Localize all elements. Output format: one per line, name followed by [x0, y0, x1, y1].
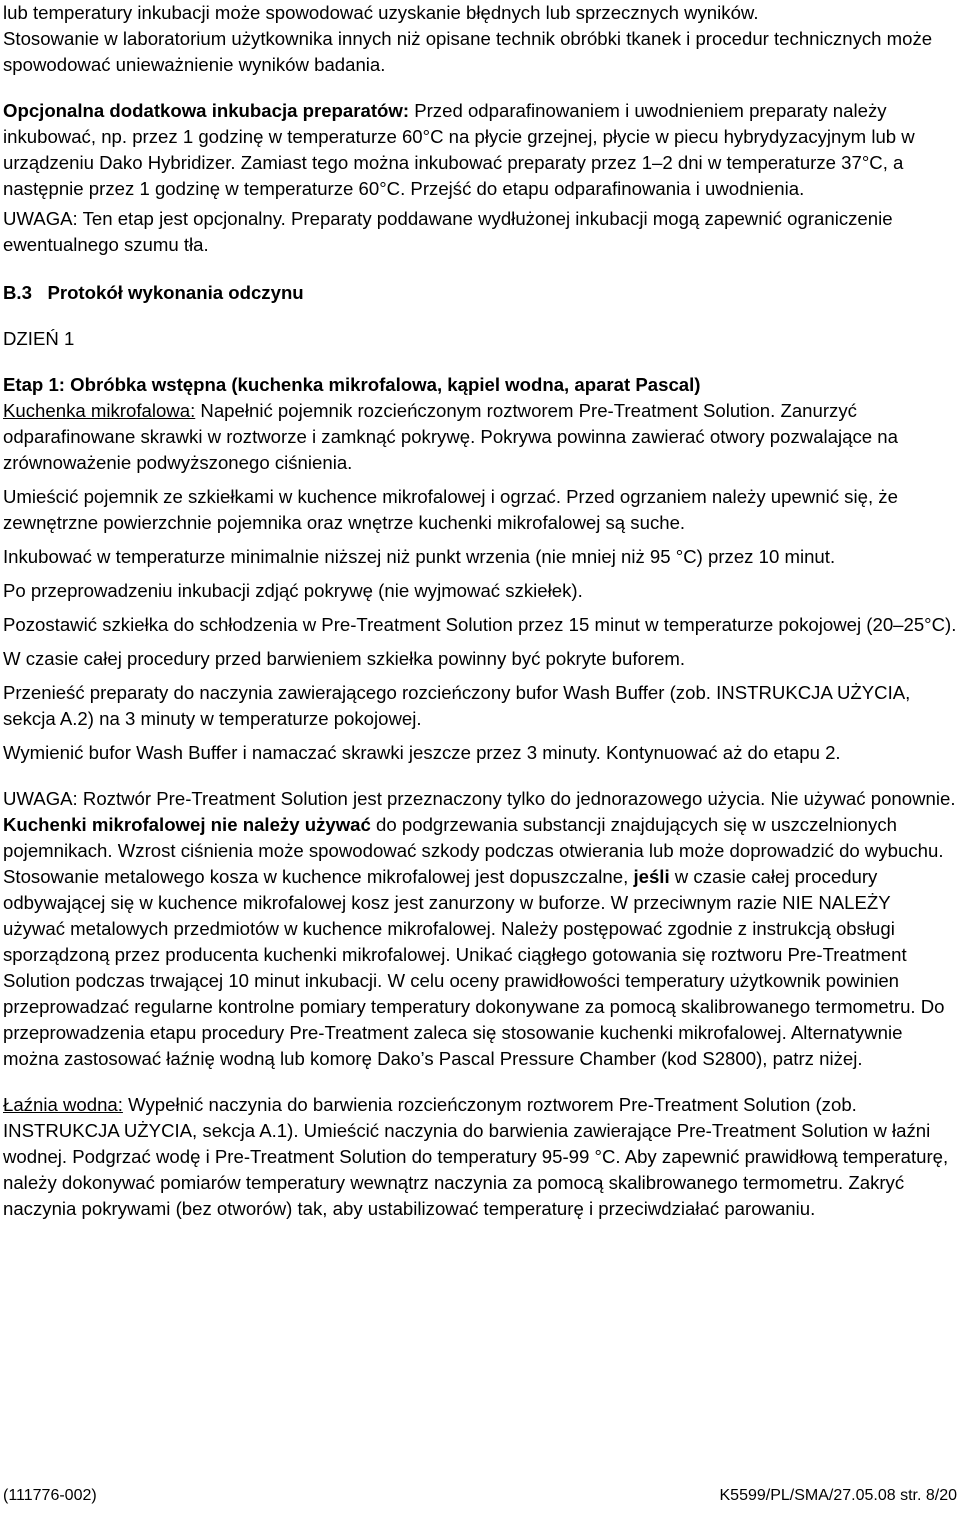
- microwave-paragraph-5: Pozostawić szkiełka do schłodzenia w Pre-Treatment Solution przez 15 minut w temperaturze pokojowej (20–25°C).: [3, 614, 957, 635]
- warning-label: UWAGA:: [3, 788, 78, 809]
- optional-note-text: Ten etap jest opcjonalny. Preparaty poddawane wydłużonej inkubacji mogą zapewnić ograniczenie ewentualnego szumu tła.: [3, 208, 893, 255]
- day-heading: DZIEŃ 1: [3, 328, 75, 349]
- document-page: [3, 0, 957, 1222]
- optional-incubation-paragraph: [3, 98, 957, 202]
- microwave-text-1: Napełnić pojemnik rozcieńczonym roztworem Pre-Treatment Solution. Zanurzyć odparafinowane skrawki w roztworze i zamknąć pokrywę. Pokrywa powinna zawierać otwory pozwalające na zrównoważenie podwyższonego ciśnienia.: [3, 400, 898, 473]
- warning-bold-2: jeśli: [633, 866, 670, 887]
- optional-incubation-text: Przed odparafinowaniem i uwodnieniem preparaty należy inkubować, np. przez 1 godzinę w temperaturze 60°C na płycie grzejnej, płycie w piecu hybrydyzacyjnym lub w urządzeniu Dako Hybridizer. Zamiast tego można inkubować preparaty przez 1–2 dni w temperaturze 37°C, a następnie przez 1 godzinę w temperaturze 60°C. Przejść do etapu odparafinowania i uwodnienia.: [3, 100, 915, 199]
- optional-note-paragraph: [3, 206, 957, 258]
- section-number: B.3: [3, 282, 32, 303]
- microwave-paragraph-8: Wymienić bufor Wash Buffer i namaczać skrawki jeszcze przez 3 minuty. Kontynuować aż do etapu 2.: [3, 742, 841, 763]
- warning-bold-1: Kuchenki mikrofalowej nie należy używać: [3, 814, 371, 835]
- step-heading: Etap 1: Obróbka wstępna (kuchenka mikrofalowa, kąpiel wodna, aparat Pascal): [3, 374, 701, 395]
- warning-text-1: Roztwór Pre-Treatment Solution jest przeznaczony tylko do jednorazowego użycia. Nie używać ponownie.: [77, 788, 956, 809]
- microwave-label: Kuchenka mikrofalowa:: [3, 400, 196, 421]
- warning-text-2: do podgrzewania substancji znajdujących się w uszczelnionych pojemnikach. Wzrost ciśnienia może spowodować szkody podczas otwierania lub może doprowadzić do wybuchu. Stosowanie metalowego kosza w kuchence mikrofalowej jest dopuszczalne,: [3, 814, 944, 887]
- microwave-paragraph-1: [3, 398, 957, 476]
- footer-document-code: (111776-002): [3, 1487, 97, 1504]
- warning-text-3: w czasie całej procedury odbywającej się w kuchence mikrofalowej kosz jest zanurzony w buforze. W przeciwnym razie NIE NALEŻY używać metalowych przedmiotów w kuchence mikrofalowej. Należy postępować zgodnie z instrukcją obsługi sporządzoną przez producenta kuchenki mikrofalowej. Unikać ciągłego gotowania się roztworu Pre-Treatment Solution podczas trwającej 10 minut inkubacji. W celu oceny prawidłowości temperatury użytkownik powinien przeprowadzać regularne kontrolne pomiary temperatury dokonywane za pomocą skalibrowanego termometru. Do przeprowadzenia etapu procedury Pre-Treatment zaleca się stosowanie kuchenki mikrofalowej. Alternatywnie można zastosować łaźnię wodną lub komorę Dako’s Pascal Pressure Chamber (kod S2800), patrz niżej.: [3, 866, 945, 1069]
- microwave-paragraph-2: Umieścić pojemnik ze szkiełkami w kuchence mikrofalowej i ogrzać. Przed ogrzaniem należy upewnić się, że zewnętrzne powierzchnie pojemnika oraz wnętrze kuchenki mikrofalowej są suche.: [3, 486, 898, 533]
- microwave-paragraph-3: Inkubować w temperaturze minimalnie niższej niż punkt wrzenia (nie mniej niż 95 °C) przez 10 minut.: [3, 546, 836, 567]
- optional-incubation-title: Opcjonalna dodatkowa inkubacja preparatów:: [3, 100, 410, 121]
- optional-note-label: UWAGA:: [3, 208, 78, 229]
- footer-page-reference: K5599/PL/SMA/27.05.08 str. 8/20: [719, 1487, 957, 1504]
- waterbath-text: Wypełnić naczynia do barwienia rozcieńczonym roztworem Pre-Treatment Solution (zob. INSTRUKCJA UŻYCIA, sekcja A.1). Umieścić naczynia do barwienia zawierające Pre-Treatment Solution w łaźni wodnej. Podgrzać wodę i Pre-Treatment Solution do temperatury 95-99 °C. Aby zapewnić prawidłową temperaturę, należy dokonywać pomiarów temperatury wewnątrz naczynia za pomocą skalibrowanego termometru. Zakryć naczynia pokrywami (bez otworów) tak, aby ustabilizować temperaturę i przeciwdziałać parowaniu.: [3, 1094, 949, 1219]
- microwave-paragraph-6: W czasie całej procedury przed barwieniem szkiełka powinny być pokryte buforem.: [3, 648, 686, 669]
- waterbath-label: Łaźnia wodna:: [3, 1094, 123, 1115]
- waterbath-paragraph: [3, 1092, 957, 1222]
- section-heading: [3, 280, 957, 306]
- section-title: Protokół wykonania odczynu: [47, 282, 304, 303]
- intro-paragraph: Stosowanie w laboratorium użytkownika innych niż opisane technik obróbki tkanek i procedur technicznych może spowodować unieważnienie wyników badania.: [3, 28, 933, 75]
- warning-paragraph: [3, 786, 957, 1072]
- microwave-paragraph-4: Po przeprowadzeniu inkubacji zdjąć pokrywę (nie wyjmować szkiełek).: [3, 580, 583, 601]
- intro-line: lub temperatury inkubacji może spowodować uzyskanie błędnych lub sprzecznych wyników.: [3, 2, 759, 23]
- microwave-paragraph-7: Przenieść preparaty do naczynia zawierającego rozcieńczony bufor Wash Buffer (zob. INSTRUKCJA UŻYCIA, sekcja A.2) na 3 minuty w temperaturze pokojowej.: [3, 682, 911, 729]
- page-footer: [3, 1486, 957, 1506]
